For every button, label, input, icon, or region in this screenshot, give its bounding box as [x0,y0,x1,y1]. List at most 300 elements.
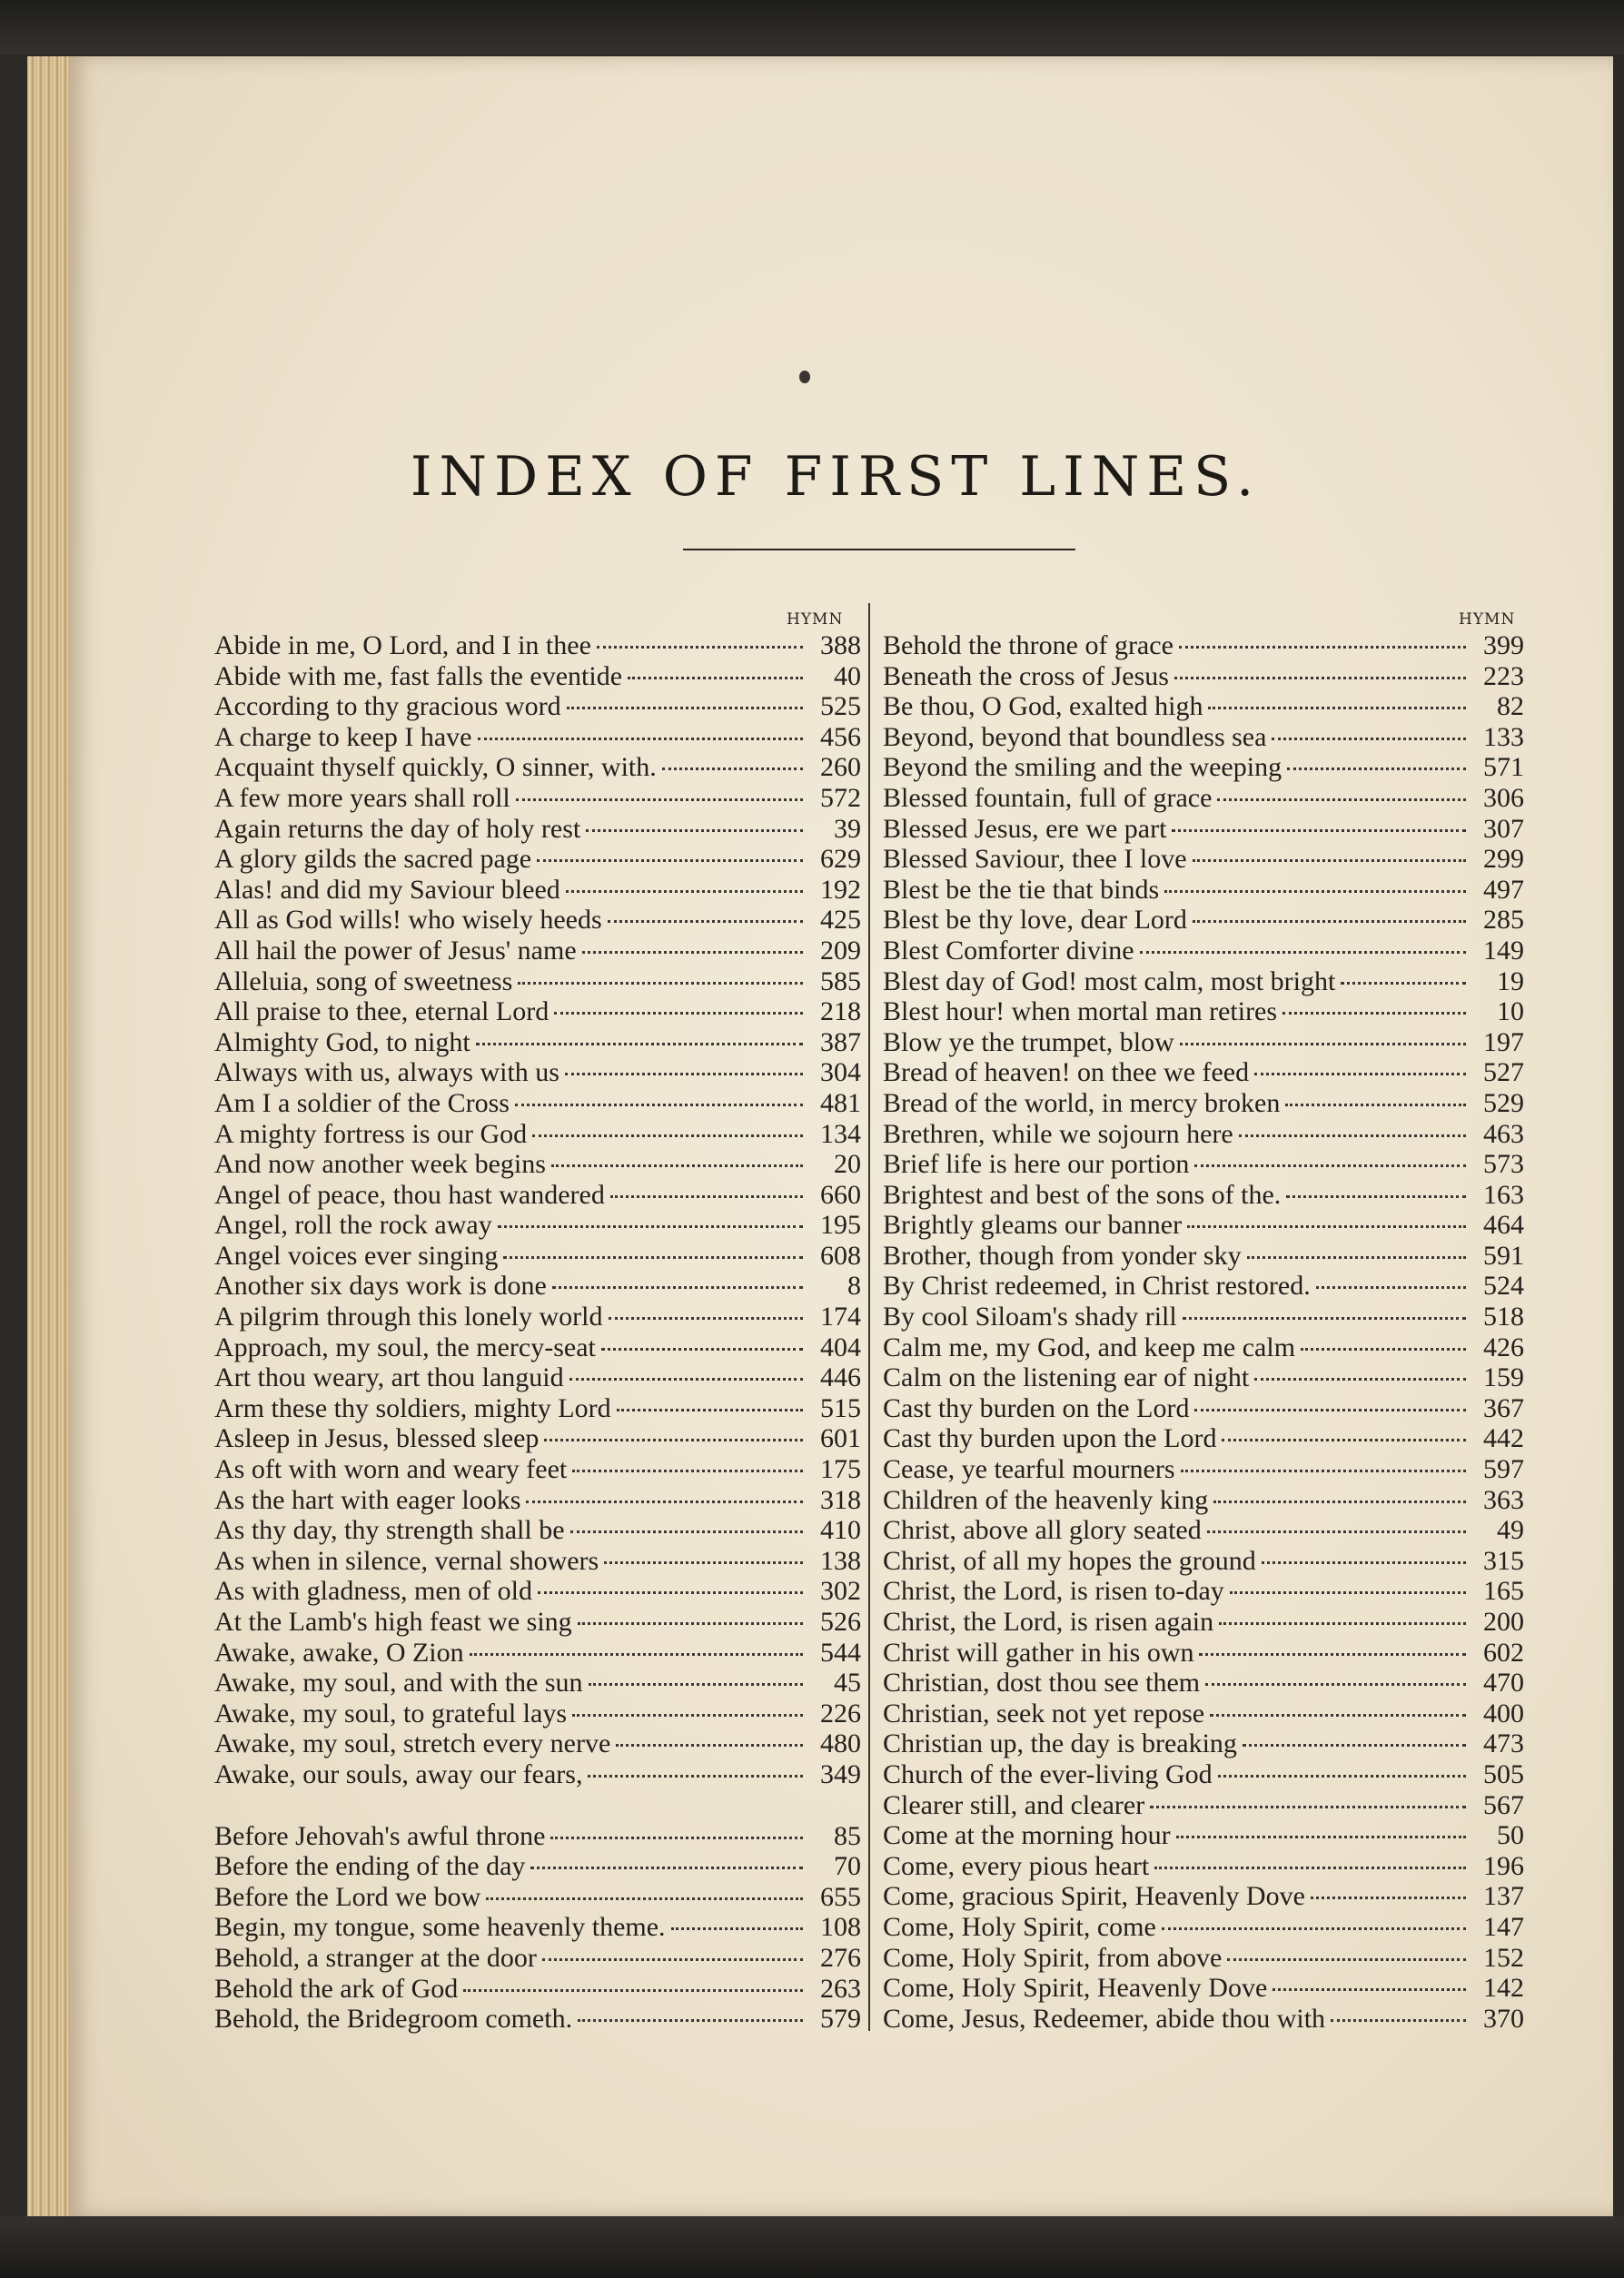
index-entry [883,1546,1524,1577]
first-line-text: Approach, my soul, the mercy-seat [214,1332,596,1362]
dot-leader [616,1744,803,1747]
dot-leader [1140,951,1466,954]
first-line-text: Be thou, O God, exalted high [883,691,1203,722]
first-line-text: Before Jehovah's awful throne [214,1820,546,1851]
hymn-number: 165 [1483,1576,1524,1607]
hymn-number: 315 [1483,1545,1524,1576]
index-entry [214,1485,861,1516]
hymn-number: 70 [834,1851,861,1882]
dot-leader [597,646,803,649]
index-entry [214,1728,861,1759]
index-entry [214,1759,861,1790]
dot-leader [588,1775,803,1778]
dot-leader [1193,920,1466,923]
first-line-text: Arm these thy soldiers, mighty Lord [214,1392,611,1423]
first-line-text: Begin, my tongue, some heavenly theme. [214,1912,666,1943]
index-entry [214,1882,861,1913]
hymn-number: 39 [834,813,861,844]
dot-leader [1176,1836,1466,1838]
index-entry [883,1759,1524,1790]
dot-leader [470,1653,803,1656]
dot-leader [609,1317,804,1320]
hymn-number: 137 [1483,1881,1524,1912]
index-entry [883,1332,1524,1363]
hymn-number: 367 [1483,1392,1524,1423]
dot-leader [569,1378,803,1381]
dot-leader [589,1683,803,1686]
index-entry [214,2004,861,2035]
index-entry [883,1485,1524,1516]
hymn-number: 464 [1483,1210,1524,1241]
dot-leader [532,1134,803,1137]
index-entry [214,1119,861,1150]
first-line-text: Art thou weary, art thou languid [214,1362,564,1393]
dot-leader [552,1286,803,1289]
first-line-text: Awake, our souls, away our fears, [214,1758,583,1789]
first-line-text: Awake, my soul, to grateful lays [214,1698,567,1728]
dot-leader [1230,1591,1466,1594]
first-line-text: Brightly gleams our banner [883,1210,1183,1241]
left-column-heading: HYMN [787,610,844,629]
first-line-text: Beyond, beyond that boundless sea [883,721,1267,752]
first-line-text: Church of the ever-living God [883,1758,1213,1789]
dot-leader [1286,1195,1466,1198]
first-line-text: And now another week begins [214,1149,546,1180]
index-entry [883,1728,1524,1759]
hymn-number: 200 [1483,1607,1524,1637]
first-line-text: Awake, my soul, and with the sun [214,1668,583,1699]
dot-leader [1213,1501,1466,1503]
first-line-text: As thy day, thy strength shall be [214,1515,565,1546]
first-line-text: Christian up, the day is breaking [883,1728,1237,1759]
index-entry [214,661,861,692]
hymn-number: 349 [820,1758,861,1789]
hymn-number: 660 [820,1179,861,1210]
first-line-text: Blest be the tie that binds [883,874,1160,905]
hymn-number: 388 [820,630,861,660]
hymn-number: 425 [820,905,861,936]
dot-leader [1217,798,1466,801]
hymn-number: 573 [1483,1149,1524,1180]
first-line-text: Come, Jesus, Redeemer, abide thou with [883,2003,1326,2034]
first-line-text: Am I a soldier of the Cross [214,1087,510,1118]
index-entry [214,1668,861,1699]
index-entry [214,1057,861,1088]
first-line-text: Come, every pious heart [883,1850,1150,1881]
first-line-text: Blessed Jesus, ere we part [883,813,1167,844]
hymn-number: 505 [1483,1758,1524,1789]
dot-leader [1262,1561,1466,1564]
hymn-number: 602 [1483,1637,1524,1668]
hymn-number: 410 [820,1515,861,1546]
index-entry [883,1638,1524,1669]
first-line-text: Christian, seek not yet repose [883,1698,1205,1728]
dot-leader [503,1256,803,1259]
first-line-text: Christ will gather in his own [883,1637,1194,1668]
dot-leader [1193,859,1466,862]
index-entry [214,752,861,783]
index-entry [214,1088,861,1119]
dot-leader [463,1989,803,1992]
index-entry [214,1943,861,1974]
dot-leader [1316,1286,1466,1289]
index-entry [883,691,1524,722]
dot-leader [550,1837,803,1839]
dot-leader [566,890,803,893]
first-line-text: A pilgrim through this lonely world [214,1302,603,1332]
dot-leader [1199,1653,1466,1656]
index-entry [883,1302,1524,1332]
index-entry [883,1790,1524,1821]
dot-leader [572,1714,803,1717]
index-entry [883,1668,1524,1699]
index-entry [883,966,1524,997]
first-line-text: Again returns the day of holy rest [214,813,581,844]
index-entry [214,1699,861,1729]
first-line-text: A few more years shall roll [214,782,510,813]
dot-leader [1150,1806,1466,1808]
dot-leader [601,1348,803,1351]
index-entry [883,1119,1524,1150]
dot-leader [604,1561,803,1564]
hymn-number: 49 [1497,1515,1524,1546]
hymn-number: 629 [820,844,861,875]
dot-leader [1331,2019,1466,2022]
dot-leader [515,1104,803,1106]
index-entry [883,783,1524,814]
hymn-number: 152 [1483,1942,1524,1973]
index-entry [883,1607,1524,1638]
first-line-text: As with gladness, men of old [214,1576,532,1607]
dot-leader [486,1897,803,1900]
first-line-text: Come, Holy Spirit, from above [883,1942,1223,1973]
first-line-text: As oft with worn and weary feet [214,1454,568,1485]
index-entry [883,1027,1524,1058]
hymn-number: 463 [1483,1118,1524,1149]
dot-leader [542,1958,803,1961]
hymn-number: 108 [820,1912,861,1943]
book-binding-top [0,0,1624,54]
first-line-text: Blest Comforter divine [883,935,1134,966]
first-line-text: Come, Holy Spirit, come [883,1911,1156,1942]
first-line-text: Behold the throne of grace [883,630,1173,660]
hymn-number: 263 [820,1973,861,2004]
hymn-number: 276 [820,1942,861,1973]
hymn-number: 8 [847,1271,861,1302]
hymn-number: 304 [820,1057,861,1088]
hymn-number: 446 [820,1362,861,1393]
first-line-text: Cast thy burden upon the Lord [883,1423,1217,1454]
first-line-text: Come at the morning hour [883,1820,1171,1851]
hymn-number: 302 [820,1576,861,1607]
index-entry [214,722,861,753]
hymn-number: 147 [1483,1911,1524,1942]
dot-leader [628,677,803,679]
index-entry [214,1821,861,1852]
hymn-number: 571 [1483,752,1524,783]
index-entry [214,844,861,875]
hymn-number: 318 [820,1484,861,1515]
dot-leader [1285,1104,1466,1106]
page-title: INDEX OF FIRST LINES. [410,445,1262,509]
dot-leader [610,1195,803,1198]
index-entry [883,661,1524,692]
hymn-number: 307 [1483,813,1524,844]
dot-leader [518,982,803,985]
dot-leader [1254,1073,1466,1075]
hymn-number: 134 [820,1118,861,1149]
hymn-number: 163 [1483,1179,1524,1210]
dot-leader [1287,768,1466,770]
index-entry [883,844,1524,875]
hymn-number: 40 [834,660,861,691]
hymn-number: 197 [1483,1026,1524,1057]
hymn-number: 226 [820,1698,861,1728]
hymn-number: 473 [1483,1728,1524,1759]
first-line-text: Beneath the cross of Jesus [883,660,1169,691]
hymn-number: 299 [1483,844,1524,875]
first-line-text: Awake, awake, O Zion [214,1637,464,1668]
hymn-number: 442 [1483,1423,1524,1454]
first-line-text: Blest hour! when mortal man retires [883,996,1278,1027]
hymn-number: 20 [834,1149,861,1180]
first-line-text: According to thy gracious word [214,691,561,722]
hymn-number: 195 [820,1210,861,1241]
index-entry [214,875,861,906]
first-line-text: Abide with me, fast falls the eventide [214,660,623,691]
hymn-number: 426 [1483,1332,1524,1362]
dot-leader [570,1530,803,1533]
first-line-text: Blessed Saviour, thee I love [883,844,1187,875]
index-entry [214,1210,861,1241]
hymn-number: 481 [820,1087,861,1118]
index-entry [883,905,1524,936]
hymn-number: 138 [820,1545,861,1576]
index-entry [883,1241,1524,1272]
first-line-text: Blest be thy love, dear Lord [883,905,1187,936]
first-line-text: Children of the heavenly king [883,1484,1209,1515]
index-entry [883,1973,1524,2004]
hymn-number: 45 [834,1668,861,1699]
hymn-number: 399 [1483,630,1524,660]
hymn-number: 260 [820,752,861,783]
hymn-number: 387 [820,1026,861,1057]
first-line-text: Behold, a stranger at the door [214,1942,537,1973]
index-entry [883,1271,1524,1302]
first-line-text: As when in silence, vernal showers [214,1545,599,1576]
index-entry [214,1851,861,1882]
index-entry [883,630,1524,661]
dot-leader [671,1927,803,1930]
hymn-number: 223 [1483,660,1524,691]
hymn-number: 591 [1483,1240,1524,1271]
dot-leader [554,1012,803,1015]
dot-leader [1194,1409,1466,1411]
index-entry [883,1699,1524,1729]
index-entry [883,752,1524,783]
hymn-number: 597 [1483,1454,1524,1485]
first-line-text: Acquaint thyself quickly, O sinner, with. [214,752,657,783]
first-line-text: Cast thy burden on the Lord [883,1392,1190,1423]
index-entry [214,1027,861,1058]
dot-leader [478,738,804,740]
hymn-number: 567 [1483,1789,1524,1820]
first-line-text: Christian, dost thou see them [883,1668,1201,1699]
dot-leader [538,1591,803,1594]
index-entry [214,783,861,814]
dot-leader [1311,1897,1466,1899]
index-entry [883,1943,1524,1974]
index-entry [883,1210,1524,1241]
first-line-text: Brother, though from yonder sky [883,1240,1242,1271]
hymn-number: 515 [820,1392,861,1423]
first-line-text: A mighty fortress is our God [214,1118,528,1149]
section-gap [214,1790,861,1821]
dot-leader [526,1501,803,1503]
left-index-column [214,630,861,2035]
index-entry [883,1576,1524,1607]
dot-leader [582,951,803,954]
dot-leader [551,1164,803,1167]
index-entry [214,1271,861,1302]
dot-leader [498,1225,803,1228]
index-entry [214,936,861,966]
dot-leader [1239,1134,1466,1137]
hymn-number: 142 [1483,1973,1524,2004]
dot-leader [1282,1012,1466,1015]
dot-leader [572,1470,803,1472]
right-index-column [883,630,1524,2034]
first-line-text: Blessed fountain, full of grace [883,782,1213,813]
first-line-text: Abide in me, O Lord, and I in thee [214,630,591,660]
index-entry [883,1515,1524,1546]
right-column-heading: HYMN [1459,610,1516,629]
index-entry [214,1912,861,1943]
hymn-number: 370 [1483,2003,1524,2034]
first-line-text: All praise to thee, eternal Lord [214,996,550,1027]
index-entry [883,1851,1524,1882]
hymn-number: 480 [820,1728,861,1759]
first-line-text: Bread of the world, in mercy broken [883,1087,1281,1118]
hymn-number: 175 [820,1454,861,1485]
first-line-text: Blest day of God! most calm, most bright [883,966,1336,996]
hymn-number: 10 [1497,996,1524,1027]
dot-leader [586,829,803,832]
hymn-number: 159 [1483,1362,1524,1393]
dot-leader [1174,677,1466,679]
dot-leader [662,768,803,770]
hymn-number: 363 [1483,1484,1524,1515]
dot-leader [1180,1043,1466,1045]
first-line-text: Brethren, while we sojourn here [883,1118,1233,1149]
dot-leader [516,798,803,801]
index-entry [883,1180,1524,1211]
first-line-text: Before the Lord we bow [214,1881,481,1912]
hymn-number: 585 [820,966,861,996]
index-entry [883,1454,1524,1485]
hymn-number: 524 [1483,1271,1524,1302]
hymn-number: 608 [820,1240,861,1271]
first-line-text: Christ, the Lord, is risen again [883,1607,1214,1637]
dot-leader [1181,1470,1466,1472]
hymn-number: 456 [820,721,861,752]
index-entry [883,722,1524,753]
dot-leader [1194,1164,1466,1167]
hymn-number: 82 [1497,691,1524,722]
index-entry [214,966,861,997]
printer-mark [799,371,810,383]
hymn-number: 19 [1497,966,1524,996]
dot-leader [1183,1317,1466,1320]
index-entry [214,1576,861,1607]
index-entry [214,1332,861,1363]
first-line-text: Alleluia, song of sweetness [214,966,513,996]
hymn-number: 497 [1483,874,1524,905]
hymn-number: 306 [1483,782,1524,813]
hymn-number: 470 [1483,1668,1524,1699]
hymn-number: 527 [1483,1057,1524,1088]
dot-leader [1272,1988,1466,1991]
first-line-text: Calm me, my God, and keep me calm [883,1332,1296,1362]
first-line-text: A charge to keep I have [214,721,472,752]
first-line-text: Blow ye the trumpet, blow [883,1026,1174,1057]
title-rule [683,549,1075,550]
first-line-text: Brief life is here our portion [883,1149,1190,1180]
first-line-text: Cease, ye tearful mourners [883,1454,1175,1485]
first-line-text: All hail the power of Jesus' name [214,935,577,966]
index-entry [883,814,1524,845]
first-line-text: Bread of heaven! on thee we feed [883,1057,1250,1088]
dot-leader [608,920,803,923]
book-binding-bottom [0,2216,1624,2278]
dot-leader [1172,829,1466,832]
index-entry [214,1974,861,2005]
dot-leader [1219,1622,1466,1625]
first-line-text: Before the ending of the day [214,1851,526,1882]
dot-leader [1164,890,1466,893]
index-entry [214,1302,861,1332]
index-entry [883,1423,1524,1454]
index-entry [214,691,861,722]
first-line-text: Alas! and did my Saviour bleed [214,874,560,905]
dot-leader [1272,738,1466,740]
index-entry [214,905,861,936]
hymn-number: 525 [820,691,861,722]
hymn-number: 655 [820,1881,861,1912]
first-line-text: By cool Siloam's shady rill [883,1302,1177,1332]
index-entry [214,1546,861,1577]
index-entry [214,1362,861,1393]
column-divider [868,603,870,2031]
index-entry [214,996,861,1027]
hymn-number: 85 [834,1820,861,1851]
index-entry [883,1149,1524,1180]
hymn-number: 529 [1483,1087,1524,1118]
hymn-number: 192 [820,874,861,905]
index-entry [214,1241,861,1272]
dot-leader [1247,1256,1466,1259]
first-line-text: Almighty God, to night [214,1026,470,1057]
index-entry [883,936,1524,966]
first-line-text: Calm on the listening ear of night [883,1362,1250,1393]
first-line-text: Come, Holy Spirit, Heavenly Dove [883,1973,1268,2004]
dot-leader [1162,1927,1466,1930]
first-line-text: Brightest and best of the sons of the. [883,1179,1282,1210]
index-entry [214,814,861,845]
dot-leader [1154,1867,1466,1869]
dot-leader [1179,646,1466,649]
dot-leader [1205,1683,1466,1686]
